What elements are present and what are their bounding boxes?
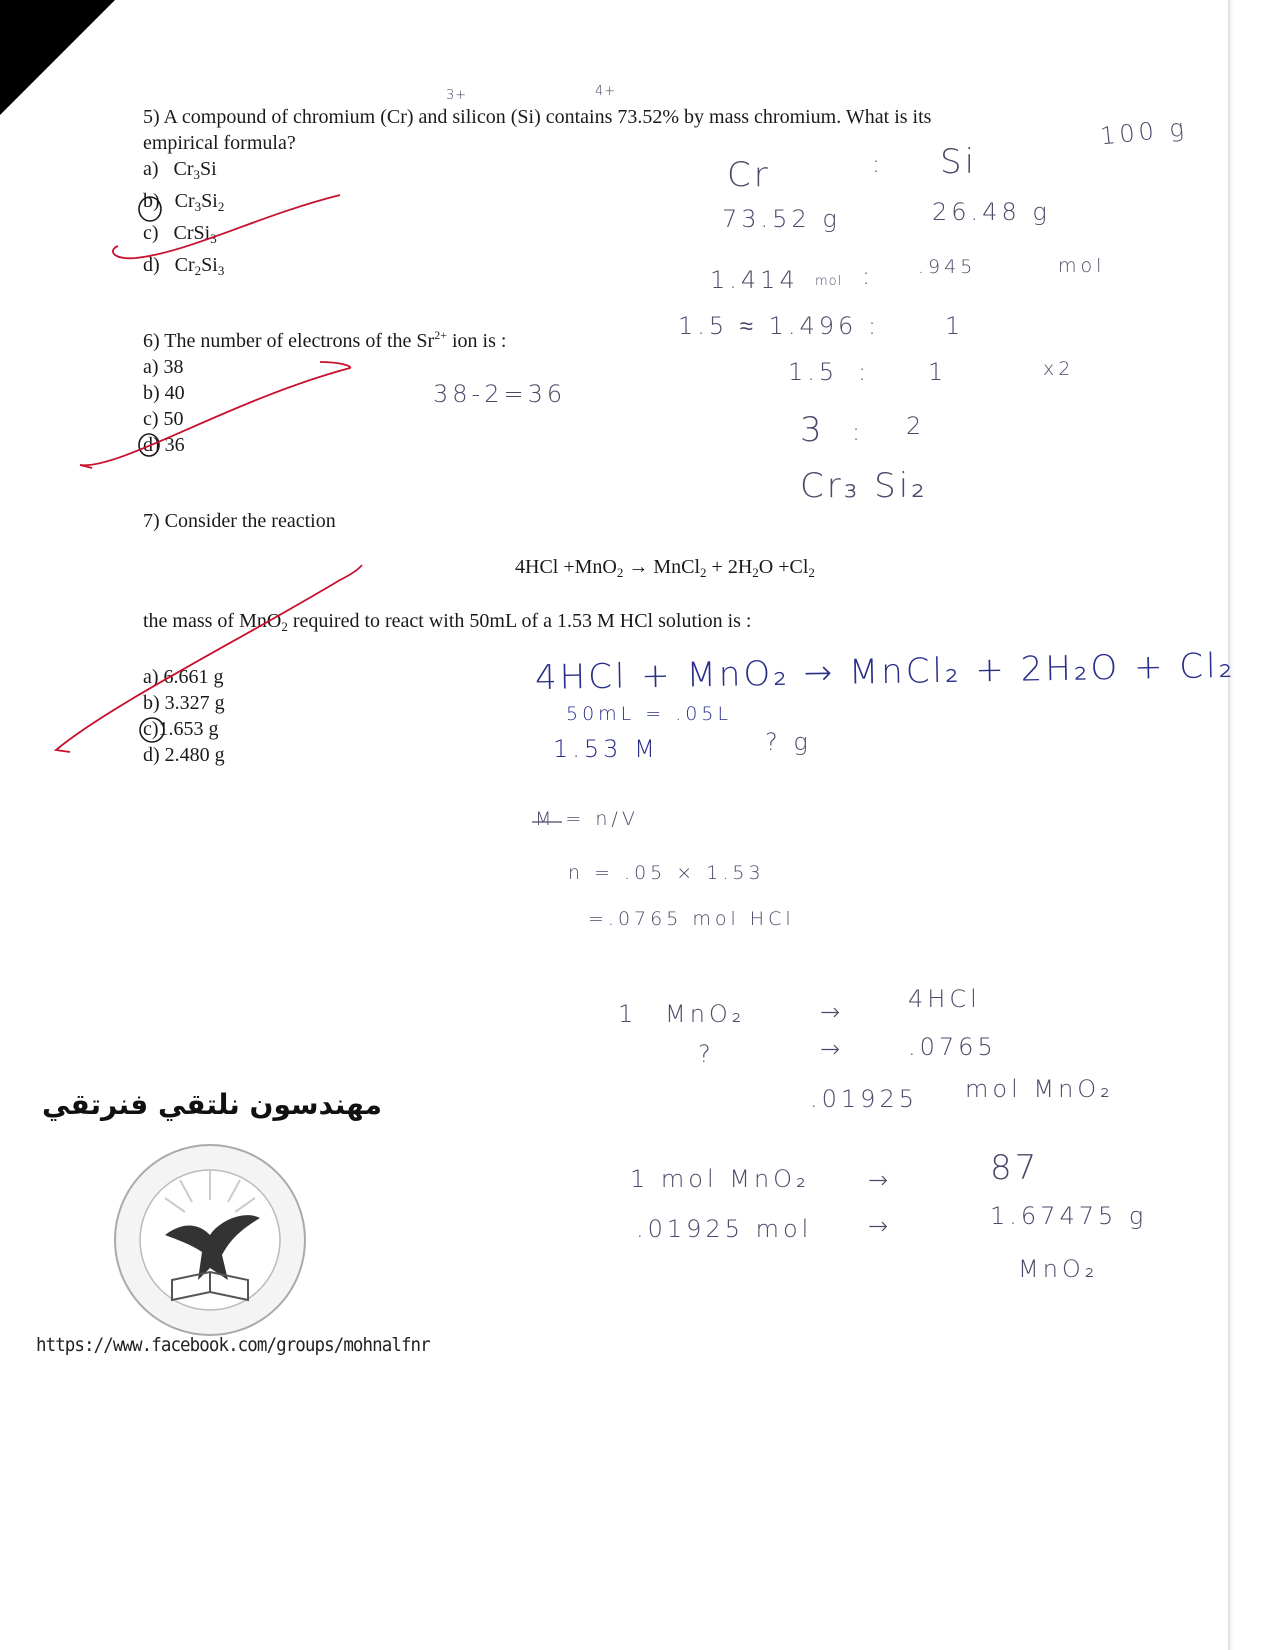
hw-volume: 50mL = .05L — [566, 703, 733, 725]
hw-cr: Cr — [727, 155, 771, 195]
facebook-group-url: https://www.facebook.com/groups/mohnalfnr — [36, 1334, 430, 1356]
hw-one-mol: 1 mol MnO₂ — [630, 1165, 810, 1193]
q6-option-b: b) 40 — [143, 382, 185, 404]
hw-mno2-b: MnO₂ — [1018, 1255, 1099, 1283]
q6-option-c: c) 50 — [143, 408, 184, 430]
hw-si: Si — [940, 142, 978, 182]
hw-n-calc: n = .05 × 1.53 — [568, 862, 765, 884]
hw-arrow-1: → — [820, 998, 845, 1026]
hw-colon-1: : — [872, 150, 885, 178]
hw-ratio-one: 1 — [618, 1000, 638, 1028]
hw-mol-small: mol — [815, 274, 843, 289]
q6-option-a: a) 38 — [143, 356, 184, 378]
q5-option-d: d) $Cr_2Si_3$ — [143, 254, 225, 278]
hw-question-mark: ? — [698, 1040, 715, 1068]
hw-01925: .01925 — [810, 1085, 918, 1113]
hw-colon-2: : — [862, 262, 875, 290]
hw-si-mass: 26.48 g — [932, 198, 1051, 226]
hw-cr-mol: 1.414 — [710, 266, 799, 294]
hw-4hcl: 4HCl — [908, 985, 981, 1013]
hw-mol: mol — [1058, 255, 1106, 277]
hw-mol-mno2: mol MnO₂ — [965, 1075, 1114, 1103]
hw-reaction: 4HCl + MnO₂ → MnCl₂ + 2H₂O + Cl₂ — [534, 645, 1236, 699]
q7-option-c: c)1.653 g — [143, 718, 219, 740]
hw-mno2: MnO₂ — [665, 1000, 746, 1028]
arabic-slogan: مهندسون نلتقي فنرتقي — [42, 1088, 382, 1121]
hw-arrow-2: → — [820, 1035, 845, 1063]
question-7-intro: 7) Consider the reaction — [143, 510, 336, 532]
hw-formula-answer: Cr₃ Si₂ — [800, 466, 928, 506]
q7-option-d: d) 2.480 g — [143, 744, 225, 766]
scan-corner — [0, 0, 115, 115]
question-7-mass: the mass of MnO$_2$ required to react with 50mL of a 1.53 M HCl solution is : — [143, 610, 752, 634]
hw-3: 3 — [800, 410, 825, 450]
question-6-text: 6) The number of electrons of the $Sr^{2+}$ ion is : — [143, 328, 507, 352]
hw-arrow-3: → — [868, 1166, 893, 1194]
hw-100g: 100 g — [1098, 113, 1190, 151]
scan-edge — [1228, 0, 1275, 1650]
hw-ratio-approx: 1.5 ≈ 1.496 — [678, 312, 858, 340]
hw-colon-4: : — [858, 358, 871, 386]
hw-charge-4plus: 4+ — [595, 84, 617, 99]
hw-grams-answer: 1.67475 g — [990, 1202, 1148, 1230]
q7-option-b: b) 3.327 g — [143, 692, 225, 714]
hw-n-result: =.0765 mol HCl — [588, 908, 795, 930]
hw-sr-calc: 38-2=36 — [433, 380, 567, 408]
question-5-line-1: 5) A compound of chromium (Cr) and silicon (Si) contains 73.52% by mass chromium. What is its — [143, 106, 932, 128]
hw-question-grams: ? g — [765, 728, 812, 756]
hw-charge-3plus: 3+ — [446, 88, 468, 103]
hw-si-mol: .945 — [918, 256, 977, 278]
hw-one-b: 1 — [928, 358, 948, 386]
hw-01925-mol: .01925 mol — [636, 1215, 813, 1243]
q5-option-c: c) CrSi$_3$ — [143, 222, 217, 246]
q7-option-a: a) 6.661 g — [143, 666, 224, 688]
hw-colon-3: : — [868, 312, 881, 340]
question-7-equation: 4HCl +MnO$_2$ → MnCl$_2$ + $2H_2O +Cl_2$ — [515, 556, 815, 580]
hw-x2: x2 — [1043, 358, 1075, 380]
hw-one: 1 — [945, 312, 965, 340]
question-5 — [143, 104, 931, 284]
hw-molarity: 1.53 M — [553, 735, 659, 763]
hw-0765: .0765 — [908, 1033, 997, 1061]
q5-option-a: a) $Cr_3Si$ — [143, 158, 217, 182]
hw-colon-5: : — [852, 418, 865, 446]
q5-option-b: b) $Cr_3Si_2$ — [143, 190, 225, 214]
university-seal — [110, 1140, 310, 1340]
hw-cr-mass: 73.52 g — [722, 205, 841, 233]
q6-option-d: d) 36 — [143, 434, 185, 456]
hw-m-formula: M = n/V — [535, 808, 639, 830]
hw-arrow-4: → — [868, 1212, 893, 1240]
hw-2: 2 — [906, 412, 926, 440]
hw-87: 87 — [990, 1148, 1040, 1188]
question-5-line-2: empirical formula? — [143, 132, 296, 154]
question-7-options — [143, 664, 225, 768]
hw-1-5: 1.5 — [788, 358, 839, 386]
